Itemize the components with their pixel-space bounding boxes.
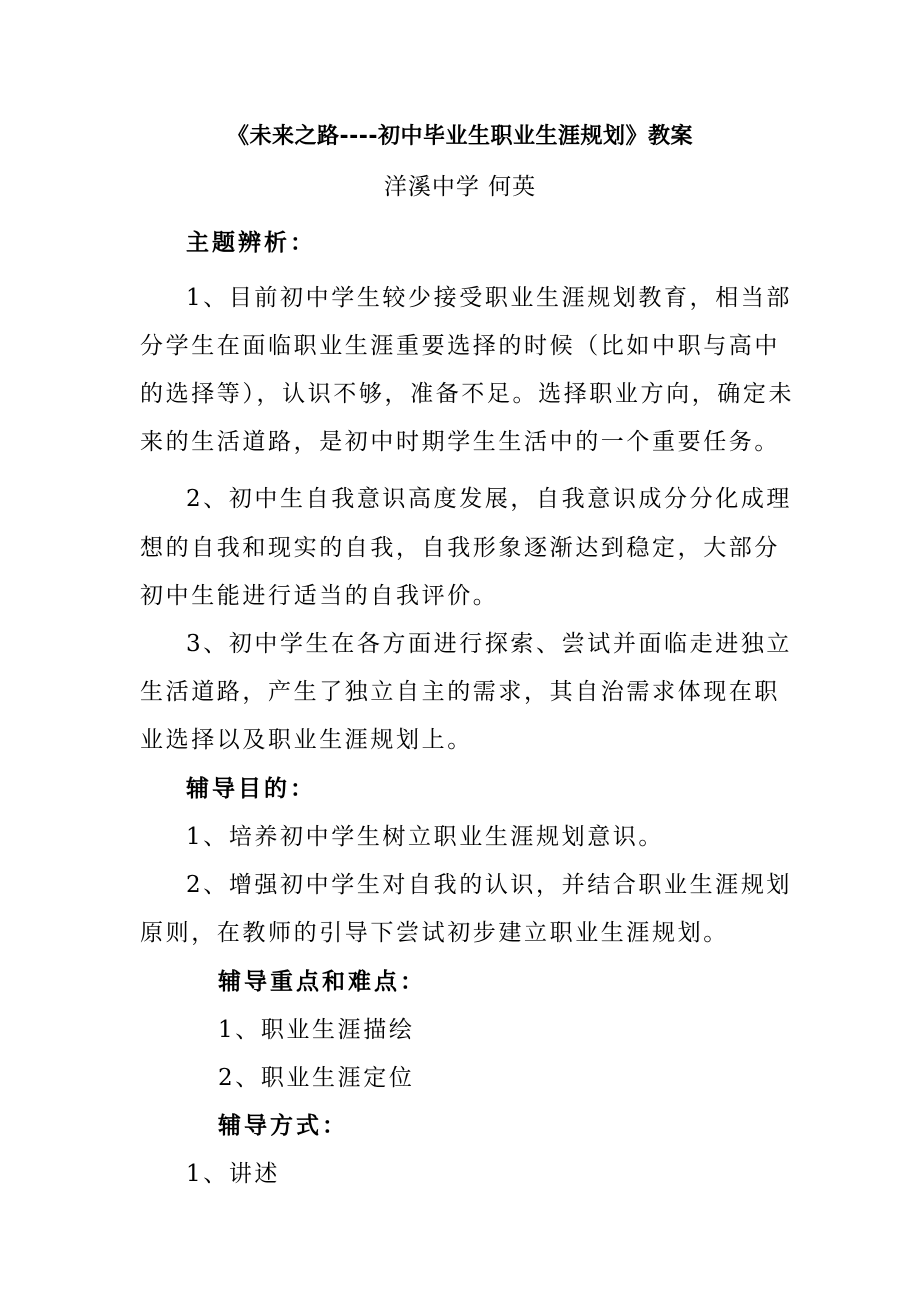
section-theme-heading: 主题辨析：	[186, 230, 316, 256]
key-item-2: 2、职业生涯定位	[218, 1065, 415, 1091]
theme-p1-line1: 1、目前初中学生较少接受职业生涯规划教育，相当部	[186, 285, 793, 311]
theme-p1-line3: 的选择等），认识不够，准备不足。选择职业方向，确定未	[140, 381, 795, 407]
goal-p1: 1、培养初中学生树立职业生涯规划意识。	[186, 824, 665, 850]
section-key-heading: 辅导重点和难点：	[218, 969, 426, 995]
theme-p1-line4: 来的生活道路，是初中时期学生生活中的一个重要任务。	[140, 429, 780, 455]
theme-p2-line2: 想的自我和现实的自我，自我形象逐渐达到稳定，大部分	[140, 535, 780, 561]
theme-p1-line2: 分学生在面临职业生涯重要选择的时候（比如中职与高中	[140, 333, 780, 359]
goal-p2-line2: 原则，在教师的引导下尝试初步建立职业生涯规划。	[140, 920, 729, 946]
theme-p3-line3: 业选择以及职业生涯规划上。	[140, 727, 473, 753]
theme-p2-line3: 初中生能进行适当的自我评价。	[140, 583, 499, 609]
key-item-1: 1、职业生涯描绘	[218, 1017, 415, 1043]
theme-p3-line2: 生活道路，产生了独立自主的需求，其自治需求体现在职	[140, 679, 780, 705]
method-item-1: 1、讲述	[186, 1161, 281, 1187]
section-method-heading: 辅导方式：	[218, 1113, 348, 1139]
theme-p2-line1: 2、初中生自我意识高度发展，自我意识成分分化成理	[186, 486, 793, 512]
section-goal-heading: 辅导目的：	[186, 776, 316, 802]
goal-p2-line1: 2、增强初中学生对自我的认识，并结合职业生涯规划	[186, 872, 793, 898]
theme-p3-line1: 3、初中学生在各方面进行探索、尝试并面临走进独立	[186, 631, 793, 657]
document-author: 洋溪中学 何英	[383, 174, 537, 200]
document-title: 《未来之路----初中毕业生职业生涯规划》教案	[226, 124, 694, 149]
